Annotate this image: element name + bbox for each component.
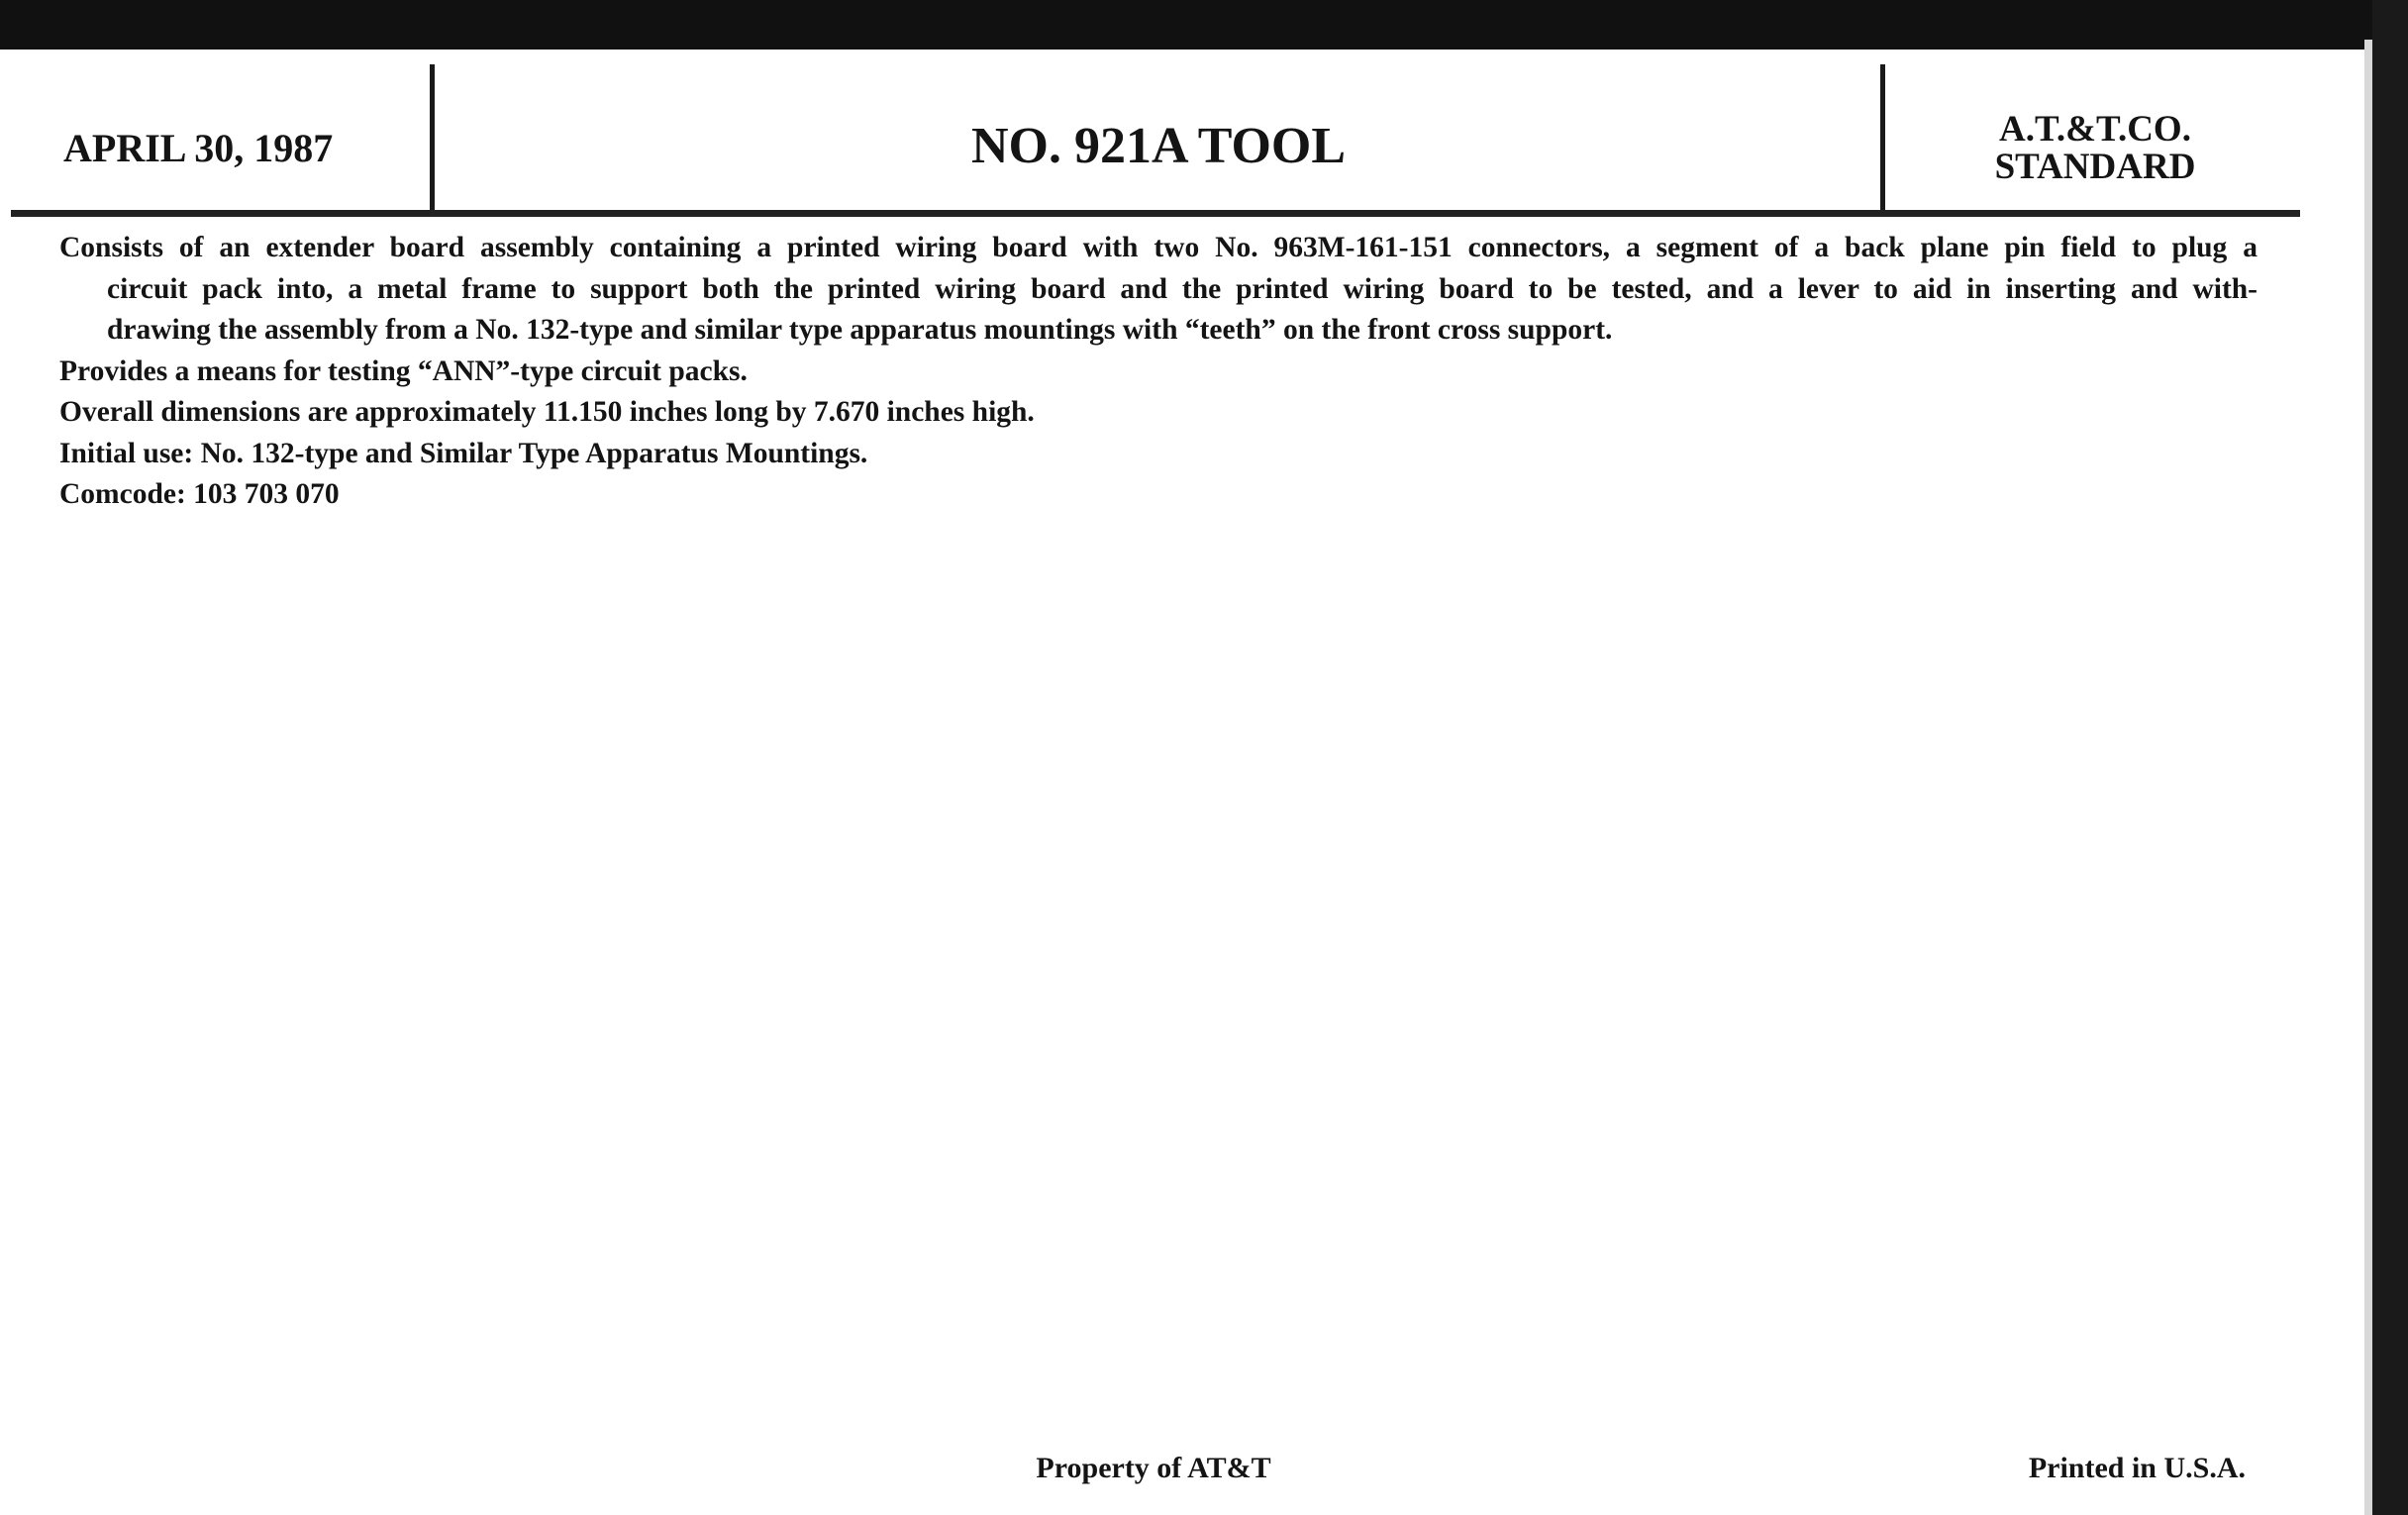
printed-notice: Printed in U.S.A.	[2028, 1452, 2246, 1484]
scan-top-border	[0, 0, 2408, 50]
document-title: NO. 921A TOOL	[970, 118, 1347, 174]
description-line: drawing the assembly from a No. 132-type and similar type apparatus mountings with “teeth” on the front cross support.	[107, 314, 1613, 346]
header-divider-left	[430, 64, 435, 213]
dimensions-text: Overall dimensions are approximately 11.150 inches long by 7.670 inches high.	[59, 396, 1035, 428]
header-divider-right	[1880, 64, 1885, 213]
initial-use-text: Initial use: No. 132-type and Similar Type Apparatus Mountings.	[59, 437, 868, 469]
comcode-text: Comcode: 103 703 070	[59, 478, 340, 510]
header-rule	[11, 210, 2300, 217]
standard-label	[1887, 111, 2303, 186]
page-edge	[2364, 40, 2372, 1515]
issue-date: APRIL 30, 1987	[63, 126, 334, 170]
description-line: Consists of an extender board assembly containing a printed wiring board with two No. 963M-161-151 connectors, a segment of a back plane pin field to plug a	[59, 232, 2258, 263]
standard-line-1: A.T.&T.CO.	[1999, 109, 2191, 150]
standard-line-2: STANDARD	[1994, 147, 2196, 187]
provides-text: Provides a means for testing “ANN”-type circuit packs.	[59, 354, 748, 387]
scan-right-border	[2372, 0, 2408, 1515]
property-notice: Property of AT&T	[1036, 1452, 1271, 1484]
description-line: circuit pack into, a metal frame to support both the printed wiring board and the printed wiring board to be tested, and a lever to aid in inserting and with-	[107, 272, 2258, 305]
document-body	[59, 228, 2258, 516]
